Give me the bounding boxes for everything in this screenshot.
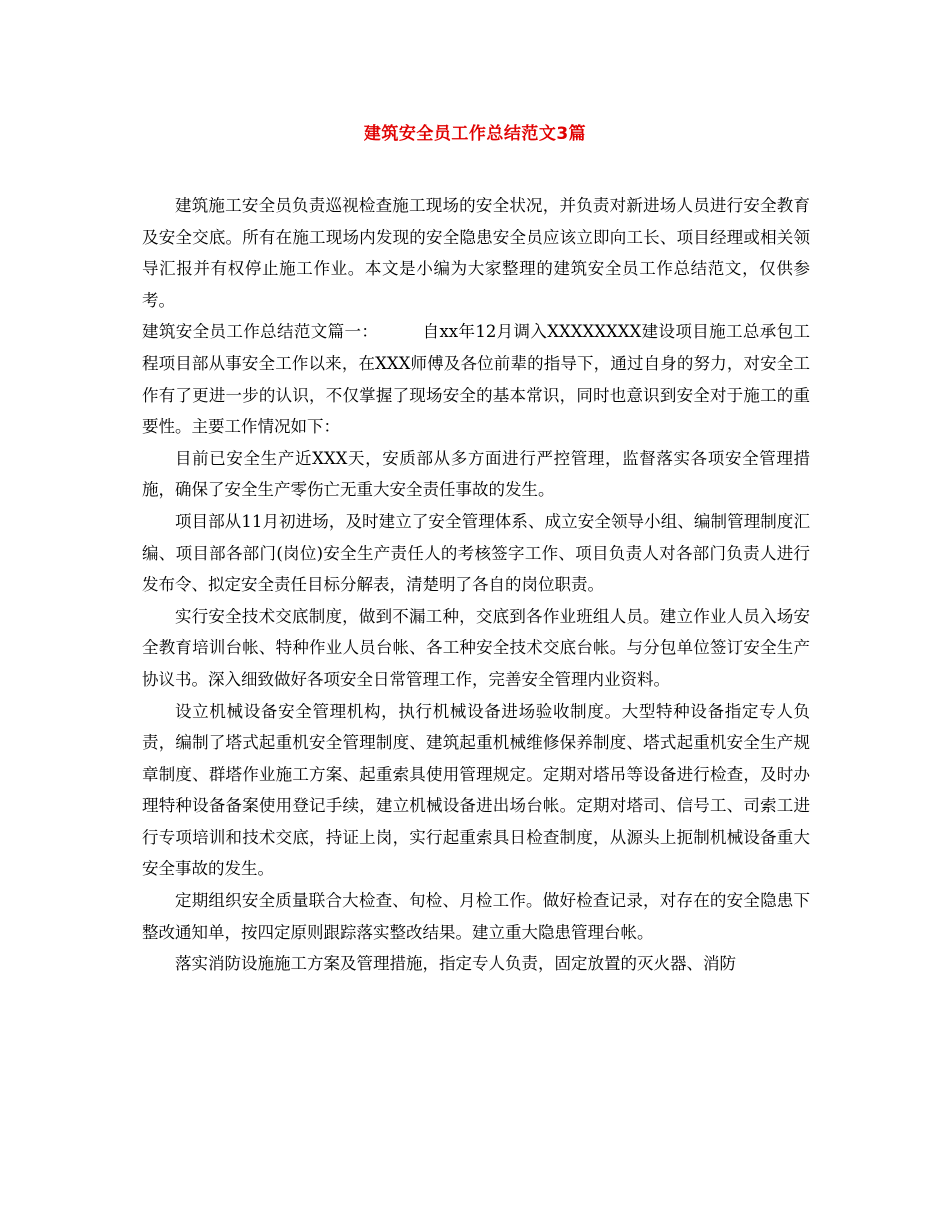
- body-paragraph: 设立机械设备安全管理机构，执行机械设备进场验收制度。大型特种设备指定专人负责，编制了塔式起重机安全管理制度、建筑起重机械维修保养制度、塔式起重机安全生产规章制度、群塔作业施工方案、起重索具使用管理规定。定期对塔吊等设备进行检查，及时办理特种设备备案使用登记手续，建立机械设备进出场台帐。定期对塔司、信号工、司索工进行专项培训和技术交底，持证上岗，实行起重索具日检查制度，从源头上扼制机械设备重大安全事故的发生。: [142, 701, 810, 879]
- document-body: [142, 190, 810, 980]
- document-title: 建筑安全员工作总结范文3篇: [363, 124, 587, 144]
- section-heading: 建筑安全员工作总结范文篇一：: [142, 322, 379, 342]
- body-paragraph: 目前已安全生产近XXX天，安质部从多方面进行严控管理，监督落实各项安全管理措施，确保了安全生产零伤亡无重大安全责任事故的发生。: [142, 448, 810, 500]
- body-paragraph: 落实消防设施施工方案及管理措施，指定专人负责，固定放置的灭火器、消防: [175, 954, 736, 974]
- body-paragraph: 实行安全技术交底制度，做到不漏工种，交底到各作业班组人员。建立作业人员入场安全教育培训台帐、特种作业人员台帐、各工种安全技术交底台帐。与分包单位签订安全生产协议书。深入细致做好各项安全日常管理工作，完善安全管理内业资料。: [142, 606, 810, 689]
- body-paragraph: 定期组织安全质量联合大检查、旬检、月检工作。做好检查记录，对存在的安全隐患下整改通知单，按四定原则跟踪落实整改结果。建立重大隐患管理台帐。: [142, 891, 810, 942]
- section-paragraph: [142, 316, 810, 442]
- intro-paragraph: 建筑施工安全员负责巡视检查施工现场的安全状况，并负责对新进场人员进行安全教育及安全交底。所有在施工现场内发现的安全隐患安全员应该立即向工长、项目经理或相关领导汇报并有权停止施工作业。本文是小编为大家整理的建筑安全员工作总结范文，仅供参考。: [142, 196, 810, 310]
- section-first-paragraph: 自xx年12月调入XXXXXXXX建设项目施工总承包工程项目部从事安全工作以来，在XXX师傅及各位前辈的指导下，通过自身的努力，对安全工作有了更进一步的认识，不仅掌握了现场安全的基本常识，同时也意识到安全对于施工的重要性。主要工作情况如下：: [142, 322, 810, 437]
- body-paragraph: 项目部从11月初进场，及时建立了安全管理体系、成立安全领导小组、编制管理制度汇编、项目部各部门(岗位)安全生产责任人的考核签字工作、项目负责人对各部门负责人进行发布令、拟定安全责任目标分解表，清楚明了各自的岗位职责。: [142, 511, 810, 595]
